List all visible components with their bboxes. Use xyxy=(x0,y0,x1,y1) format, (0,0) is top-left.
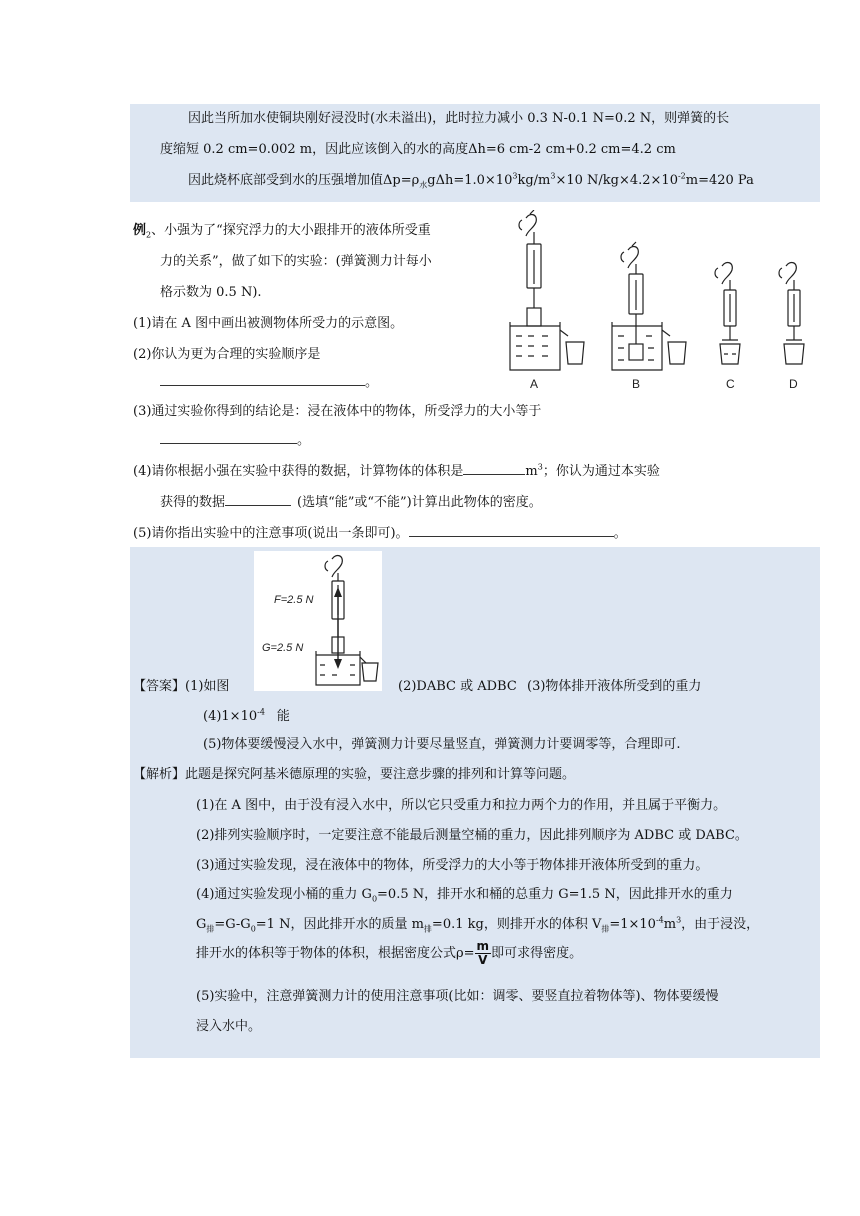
analysis-5-line-2: 浸入水中。 xyxy=(196,1019,262,1034)
question-1: (1)请在 A 图中画出被测物体所受力的示意图。 xyxy=(133,316,404,331)
experiment-figure xyxy=(496,210,818,395)
question-intro-1: 例$_2$、小强为了“探究浮力的大小跟排开的液体所受重 xyxy=(133,223,431,240)
answer-line-1: 【答案】(1)如图 xyxy=(133,679,230,694)
question-5: (5)请你指出实验中的注意事项(说出一条即可)。 。 xyxy=(133,523,627,543)
density-formula-fraction: $\frac{m}{V}$ xyxy=(476,939,490,967)
analysis-tag: 【解析】 xyxy=(133,767,186,782)
question-intro-2: 力的关系”，做了如下的实验：(弹簧测力计每小 xyxy=(160,254,432,269)
example-label: 例 xyxy=(133,223,147,238)
analysis-2: (2)排列实验顺序时，一定要注意不能最后测量空桶的重力，因此排列顺序为 ADBC 或 DABC。 xyxy=(196,828,748,843)
figure-c xyxy=(715,263,740,364)
question-3: (3)通过实验你得到的结论是：浸在液体中的物体，所受浮力的大小等于 xyxy=(133,404,542,419)
answer-2: (2)DABC 或 ADBC xyxy=(398,679,517,694)
answer-blank[interactable] xyxy=(463,461,525,475)
figure-label-a: A xyxy=(530,377,539,391)
figure-label-c: C xyxy=(726,377,735,391)
analysis-4-line-2: $G_排=G-G_0=1$ N，因此排开水的质量 $m_排=0.1$ kg，则排开水的体积 $V_排=1\times 10^{-4}m^3$，由于浸没， xyxy=(196,915,760,934)
top-line-3: 因此烧杯底部受到水的压强增加值$\Delta p=\rho_水g\Delta h=1.0\times 10^3kg/m^3\times 10$ $N/kg\times 4.2\times 10^{-2}m=420$ Pa xyxy=(188,171,754,190)
answer-figure-force-f: F=2.5 N xyxy=(274,594,314,606)
analysis-1: (1)在 A 图中，由于没有浸入水中，所以它只受重力和拉力两个力的作用，并且属于平衡力。 xyxy=(196,798,727,813)
answer-blank[interactable] xyxy=(160,430,297,444)
question-2: (2)你认为更为合理的实验顺序是 xyxy=(133,347,321,362)
answer-tag: 【答案】 xyxy=(133,679,186,694)
question-intro-3: 格示数为 0.5 N). xyxy=(160,285,262,300)
figure-b xyxy=(612,242,686,370)
question-4-line-2: 获得的数据 (选填“能”或“不能”)计算出此物体的密度。 xyxy=(160,492,542,512)
figure-d xyxy=(779,263,804,364)
analysis-4-line-3: 排开水的体积等于物体的体积，根据密度公式ρ= $\frac{m}{V}$ 即可求得密度。 xyxy=(196,939,583,967)
answer-3: (3)物体排开液体所受到的重力 xyxy=(527,679,702,694)
answer-blank[interactable] xyxy=(225,492,291,506)
question-2-blank-line: 。 xyxy=(160,372,378,392)
answer-4: $(4)1\times 10^{-4}$ 能 xyxy=(203,707,290,724)
analysis-3: (3)通过实验发现，浸在液体中的物体，所受浮力的大小等于物体排开液体所受到的重力。 xyxy=(196,858,709,873)
answer-figure-force-g: G=2.5 N xyxy=(262,642,304,654)
answer-figure xyxy=(254,551,382,691)
analysis-4-line-1: (4)通过实验发现小桶的重力 $G_0=0.5$ N，排开水和桶的总重力 G=1.5 N，因此排开水的重力 xyxy=(196,887,733,904)
figure-label-b: B xyxy=(632,377,641,391)
figure-a xyxy=(510,210,584,370)
answer-blank[interactable] xyxy=(409,523,614,537)
analysis-intro: 【解析】此题是探究阿基米德原理的实验，要注意步骤的排列和计算等问题。 xyxy=(133,767,576,782)
question-3-blank-line: 。 xyxy=(160,430,310,450)
figure-label-d: D xyxy=(789,377,798,391)
answer-5: (5)物体要缓慢浸入水中，弹簧测力计要尽量竖直，弹簧测力计要调零等，合理即可. xyxy=(203,737,681,752)
answer-blank[interactable] xyxy=(160,372,365,386)
analysis-5-line-1: (5)实验中，注意弹簧测力计的使用注意事项(比如：调零、要竖直拉着物体等)、物体要缓慢 xyxy=(196,989,719,1004)
top-line-1: 因此当所加水使铜块刚好浸没时(水未溢出)，此时拉力减小 0.3 N-0.1 N=0.2 N，则弹簧的长 xyxy=(188,111,730,126)
top-line-2: 度缩短 0.2 cm=0.002 m，因此应该倒入的水的高度Δh=6 cm-2 cm+0.2 cm=4.2 cm xyxy=(160,142,676,157)
question-4-line-1: (4)请你根据小强在实验中获得的数据，计算物体的体积是 $m^3$；你认为通过本实验 xyxy=(133,462,660,479)
